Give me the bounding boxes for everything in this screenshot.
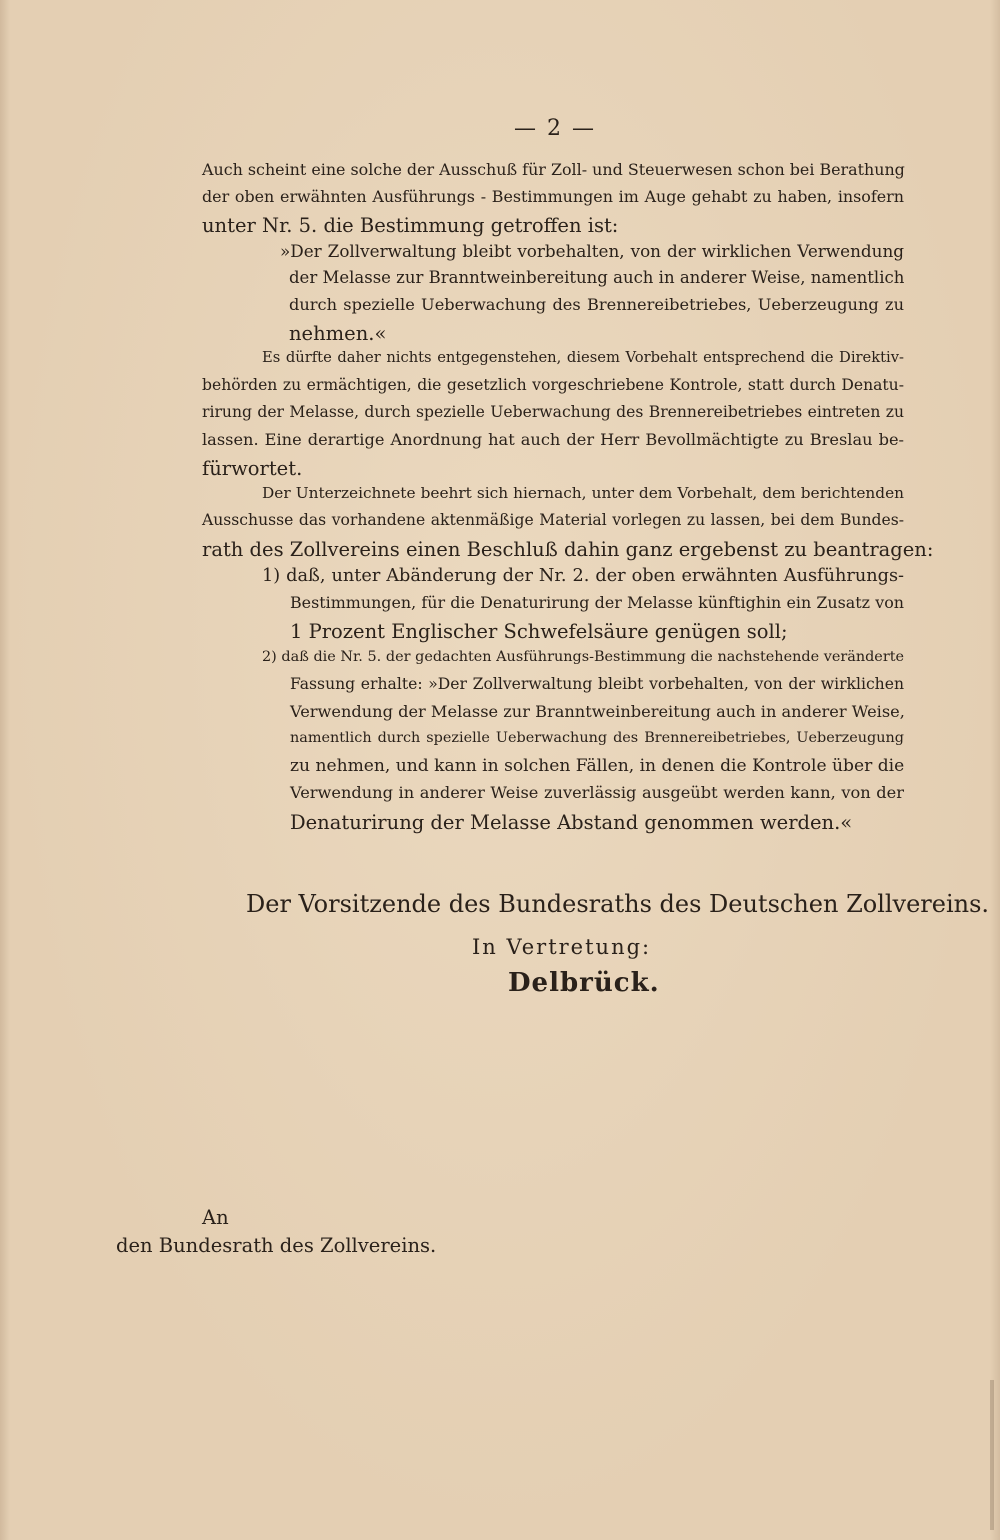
list-item-line: Fassung erhalte: »Der Zollverwaltung bleibt vorbehalten, von der wirklichen xyxy=(290,675,904,693)
list-item-line: Denaturirung der Melasse Abstand genommen werden.« xyxy=(290,811,853,834)
text-line: fürwortet. xyxy=(202,457,303,480)
signature-title: Der Vorsitzende des Bundesraths des Deutschen Zollvereins. xyxy=(246,890,990,918)
text-line: Es dürfte daher nichts entgegenstehen, diesem Vorbehalt entsprechend die Direktiv- xyxy=(262,349,904,366)
list-item-line: Verwendung der Melasse zur Branntweinbereitung auch in anderer Weise, xyxy=(290,702,905,721)
address-line: An xyxy=(202,1206,229,1229)
page-number: — 2 — xyxy=(514,116,596,141)
quote-line: der Melasse zur Branntweinbereitung auch in anderer Weise, namentlich xyxy=(289,268,905,287)
signature-role: In Vertretung: xyxy=(472,935,652,959)
text-line: lassen. Eine derartige Anordnung hat auch der Herr Bevollmächtigte zu Breslau be- xyxy=(202,430,904,449)
text-line: unter Nr. 5. die Bestimmung getroffen ist: xyxy=(202,214,619,237)
list-item-line: 1) daß, unter Abänderung der Nr. 2. der oben erwähnten Ausführungs- xyxy=(262,566,904,586)
signature-name: Delbrück. xyxy=(508,968,660,998)
text-line: rath des Zollvereins einen Beschluß dahin ganz ergebenst zu beantragen: xyxy=(202,538,934,561)
list-item-line: Bestimmungen, für die Denaturirung der Melasse künftighin ein Zusatz von xyxy=(290,593,904,612)
text-line: Ausschusse das vorhandene aktenmäßige Material vorlegen zu lassen, bei dem Bundes- xyxy=(202,511,904,529)
list-item-line: Verwendung in anderer Weise zuverlässig ausgeübt werden kann, von der xyxy=(290,783,904,802)
list-item-line: 2) daß die Nr. 5. der gedachten Ausführungs-Bestimmung die nachstehende veränderte xyxy=(262,649,904,665)
text-line: behörden zu ermächtigen, die gesetzlich vorgeschriebene Kontrole, statt durch Denatu- xyxy=(202,376,904,394)
address-line: den Bundesrath des Zollvereins. xyxy=(116,1234,437,1257)
quote-line: nehmen.« xyxy=(289,322,387,345)
text-line: rirung der Melasse, durch spezielle Ueberwachung des Brennereibetriebes eintreten zu xyxy=(202,403,904,421)
quote-line: durch spezielle Ueberwachung des Brennereibetriebes, Ueberzeugung zu xyxy=(289,295,904,314)
text-line: Auch scheint eine solche der Ausschuß für Zoll- und Steuerwesen schon bei Berathung xyxy=(202,160,905,179)
list-item-line: zu nehmen, und kann in solchen Fällen, in denen die Kontrole über die xyxy=(290,756,905,776)
page-edge-shadow xyxy=(990,1380,994,1530)
text-line: Der Unterzeichnete beehrt sich hiernach, unter dem Vorbehalt, dem berichtenden xyxy=(262,484,904,502)
quote-line: »Der Zollverwaltung bleibt vorbehalten, von der wirklichen Verwendung xyxy=(280,241,904,261)
list-item-line: namentlich durch spezielle Ueberwachung des Brennereibetriebes, Ueberzeugung xyxy=(290,730,904,746)
list-item-line: 1 Prozent Englischer Schwefelsäure genügen soll; xyxy=(290,620,788,643)
text-line: der oben erwähnten Ausführungs - Bestimmungen im Auge gehabt zu haben, insofern xyxy=(202,187,904,206)
